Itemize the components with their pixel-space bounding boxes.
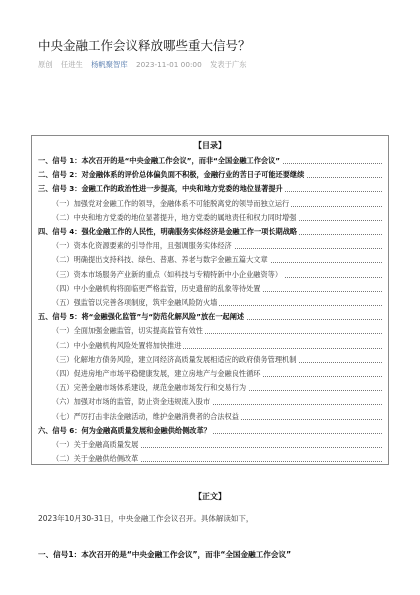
article-title: 中央金融工作会议释放哪些重大信号？ [38,38,251,53]
toc-item[interactable] [38,168,382,182]
toc-item-text: （五）完善金融市场体系建设，规范金融市场发行和交易行为 [52,383,247,393]
toc-heading: 【目录】 [194,141,226,150]
toc-item[interactable] [38,310,382,324]
toc-item-text: （六）加强对市场的监管，防止资金违规流入股市 [52,397,211,407]
author-link[interactable]: 杨帆聚智库 [91,60,128,69]
toc-item[interactable] [38,424,382,438]
original-tag: 原创 [38,60,53,69]
table-of-contents [31,135,389,465]
publish-datetime: 2023-11-01 00:00 [135,60,202,69]
toc-item-text: 五、信号 5：将“金融强化监管”与“防范化解风险”放在一起阐述 [38,312,245,322]
toc-item[interactable] [38,268,382,282]
toc-item-text: （四）中小金融机构将面临更严格监管，历史遗留的乱象等待处置 [52,283,261,293]
toc-item[interactable] [38,452,382,466]
toc-item-text: （二）中央和地方党委的地位显著提升，地方党委的属地责任和权力同时增强 [52,212,297,222]
toc-item[interactable] [38,410,382,424]
toc-item[interactable] [38,225,382,239]
toc-item-text: （三）资本市场服务产业新的重点（如科技与专精特新中小企业融资等） [52,269,283,279]
toc-item-text: （四）促进房地产市场平稳健康发展，建立房地产与金融良性循环 [52,369,261,378]
article-meta [38,60,253,70]
toc-item[interactable] [38,395,382,409]
publish-location: 发表于广东 [210,60,247,69]
intro-paragraph: 2023年10月30-31日，中央金融工作会议召开。具体解读如下， [38,514,254,523]
toc-item-text: 六、信号 6：何为金融高质量发展和金融供给侧改革？ [38,425,211,435]
toc-item[interactable] [38,324,382,338]
toc-item-text: 四、信号 4：强化金融工作的人民性，明确服务实体经济是金融工作一项长期战略 [38,227,298,236]
toc-item-text: 一、信号 1：本次召开的是“中央金融工作会议”，而非“全国金融工作会议” [38,156,281,165]
toc-item-text: （五）强监管以完善各项制度，筑牢金融风险防火墙 [52,298,218,307]
toc-item[interactable] [38,182,382,196]
toc-item[interactable] [38,239,382,253]
toc-item-text: （一）全面加强金融监管，切实提高监管有效性 [52,326,203,336]
toc-item-text: （二）关于金融供给侧改革 [52,454,139,464]
toc-item[interactable] [38,339,382,353]
toc-item[interactable] [38,367,382,381]
toc-item-text: 三、信号 3：金融工作的政治性进一步提高，中央和地方党委的地位显著提升 [38,184,283,194]
toc-item[interactable] [38,211,382,225]
toc-item-text: （二）明确提出支持科技、绿色、普惠、养老与数字金融五篇大文章 [52,255,268,265]
toc-item[interactable] [38,197,382,211]
toc-item[interactable] [38,282,382,296]
toc-item[interactable] [38,438,382,452]
toc-item-text: 二、信号 2：对金融体系的评价总体偏负面不积极，金融行业的苦日子可能还要继续 [38,170,305,180]
toc-item[interactable] [38,353,382,367]
toc-item-text: （一）关于金融高质量发展 [52,440,139,449]
toc-item[interactable] [38,154,382,168]
toc-item[interactable] [38,253,382,267]
editor-name: 任进生 [60,60,83,69]
toc-item-text: （一）资本化资源要素的引导作用，且强调服务实体经济 [52,241,232,251]
toc-item[interactable] [38,381,382,395]
toc-item[interactable] [38,296,382,310]
toc-item-text: （一）加强党对金融工作的领导，金融体系不可能脱离党的领导而独立运行 [52,198,290,208]
toc-item-text: （二）中小金融机构风险处置将加快推进 [52,340,182,350]
body-heading: 【正文】 [194,492,226,501]
toc-item-text: （三）化解地方债务风险，建立同经济高质量发展相适应的政府债务管理机制 [52,354,297,364]
toc-item-text: （七）严厉打击非法金融活动，维护金融消费者的合法权益 [52,411,239,421]
section-heading: 一、信号1：本次召开的是“中央金融工作会议”，而非“全国金融工作会议” [38,550,292,559]
